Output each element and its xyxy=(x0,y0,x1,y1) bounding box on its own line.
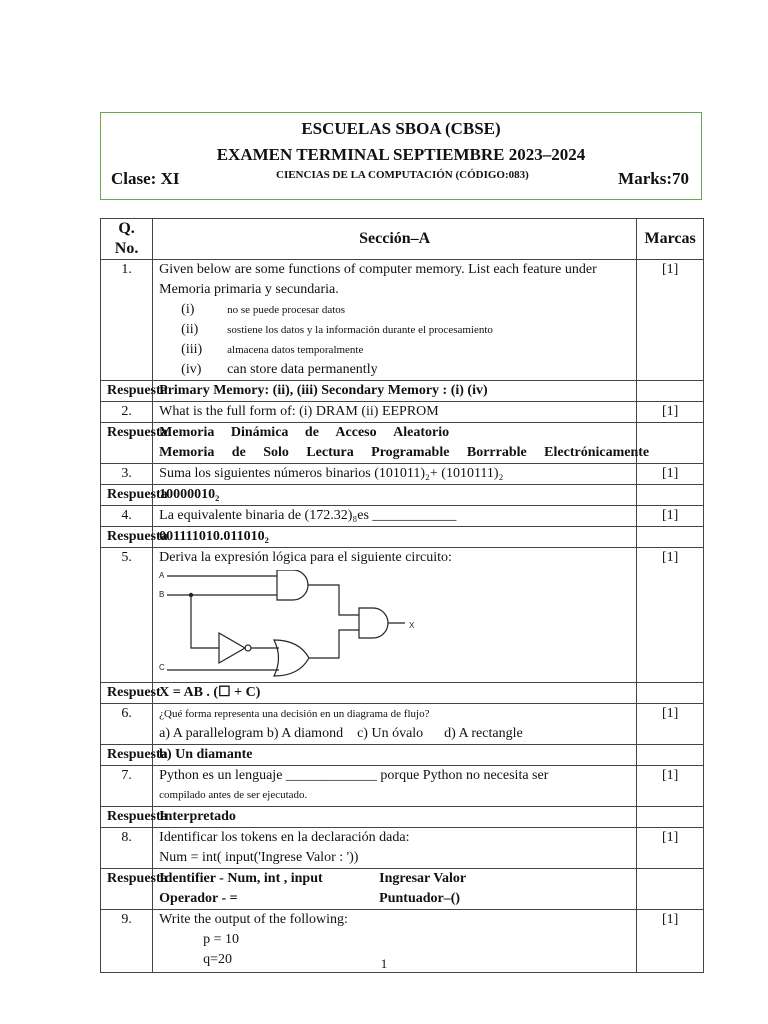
question-number: 3. xyxy=(101,464,153,485)
question-row xyxy=(101,260,704,381)
empty-cell xyxy=(637,683,704,704)
question-8-text: Identificar los tokens en la declaración dada: xyxy=(159,830,410,845)
item-text: sostiene los datos y la información durante el procesamiento xyxy=(227,324,493,336)
question-6-text: ¿Qué forma representa una decisión en un diagrama de flujo? xyxy=(159,708,430,720)
question-row xyxy=(101,402,704,423)
item-number: (iii) xyxy=(181,342,203,357)
answer-label: Respuesta xyxy=(101,485,153,506)
question-row xyxy=(101,506,704,527)
question-text xyxy=(153,828,637,869)
page-number: 1 xyxy=(380,956,388,971)
question-marks: [1] xyxy=(637,548,704,683)
and-gate-2 xyxy=(359,608,388,638)
question-marks: [1] xyxy=(637,704,704,745)
list-item xyxy=(159,300,630,320)
input-label-b: B xyxy=(159,590,165,599)
answer-literal: Ingresar Valor xyxy=(379,871,467,886)
question-marks: [1] xyxy=(637,506,704,527)
question-number: 6. xyxy=(101,704,153,745)
wire-or-out xyxy=(309,630,359,658)
and-gate-1 xyxy=(277,570,308,600)
exam-title: EXAMEN TERMINAL SEPTIEMBRE 2023–2024 xyxy=(216,145,586,164)
input-label-c: C xyxy=(159,663,165,672)
answer-text xyxy=(153,869,637,910)
answer-text xyxy=(153,423,650,464)
answer-row xyxy=(101,423,704,464)
question-number: 8. xyxy=(101,828,153,869)
item-number: (ii) xyxy=(181,322,199,337)
question-number: 2. xyxy=(101,402,153,423)
option-b: b) A diamond xyxy=(266,726,344,741)
answer-word: Dinámica xyxy=(230,425,289,440)
table-header-row xyxy=(101,219,704,260)
wire-b-branch xyxy=(191,595,219,648)
col-header-section: Sección–A xyxy=(153,219,637,260)
answer-word: Aleatorio xyxy=(393,425,450,440)
list-item xyxy=(159,320,630,340)
answer-label: Respuesta xyxy=(101,423,153,464)
question-row xyxy=(101,464,704,485)
question-row xyxy=(101,828,704,869)
answer-word: Memoria xyxy=(159,425,215,440)
input-label-a: A xyxy=(159,571,165,580)
answer-text: X = AB . (☐ + C) xyxy=(153,683,637,704)
list-item xyxy=(159,340,630,360)
or-gate xyxy=(274,640,309,676)
option-c: c) Un óvalo xyxy=(357,726,424,741)
answer-text: 10000010₂ xyxy=(153,485,637,506)
item-number: (i) xyxy=(181,302,195,317)
code-line: q=20 xyxy=(203,952,233,967)
question-marks: [1] xyxy=(637,402,704,423)
question-row xyxy=(101,704,704,745)
question-row xyxy=(101,766,704,807)
question-1-text: Given below are some functions of computer memory. List each feature under Memoria primaria y secundaria. xyxy=(159,262,597,297)
answer-word: de xyxy=(231,445,246,460)
answer-word: de xyxy=(304,425,319,440)
code-line: p = 10 xyxy=(203,932,240,947)
question-row xyxy=(101,548,704,683)
question-9-text: Write the output of the following: xyxy=(159,912,348,927)
answer-label: Respuesta xyxy=(101,527,153,548)
empty-cell xyxy=(637,527,704,548)
answer-row xyxy=(101,381,704,402)
item-text: can store data permanently xyxy=(227,362,378,377)
question-8-code: Num = int( input('Ingrese Valor : ')) xyxy=(159,850,359,865)
item-text: almacena datos temporalmente xyxy=(227,344,364,356)
question-table xyxy=(100,218,704,973)
answer-word: Memoria xyxy=(159,445,215,460)
answer-word: Acceso xyxy=(335,425,377,440)
answer-row xyxy=(101,869,704,910)
question-number: 5. xyxy=(101,548,153,683)
question-number: 9. xyxy=(101,910,153,973)
question-6-options xyxy=(159,724,630,744)
empty-cell xyxy=(637,807,704,828)
answer-line-1 xyxy=(159,423,449,443)
answer-operator: Operador - = xyxy=(159,891,238,906)
list-item xyxy=(159,360,630,380)
answer-line-2 xyxy=(159,443,649,463)
answer-row xyxy=(101,485,704,506)
wire-and1-out xyxy=(308,585,359,615)
question-text: La equivalente binaria de (172.32)₈es ____________ xyxy=(153,506,637,527)
empty-cell xyxy=(637,381,704,402)
answer-label: Respuest xyxy=(101,683,153,704)
answer-row xyxy=(101,683,704,704)
answer-text: Primary Memory: (ii), (iii) Secondary Memory : (i) (iv) xyxy=(153,381,637,402)
empty-cell xyxy=(637,485,704,506)
col-header-marks: Marcas xyxy=(637,219,704,260)
answer-identifiers: Identifier - Num, int , input xyxy=(159,871,323,886)
answer-word: Electrónicamente xyxy=(544,445,650,460)
answer-word: Programable xyxy=(371,445,450,460)
answer-row xyxy=(101,745,704,766)
question-5-text: Deriva la expresión lógica para el siguiente circuito: xyxy=(159,550,452,565)
answer-grid xyxy=(159,869,630,909)
question-marks: [1] xyxy=(637,828,704,869)
item-number: (iv) xyxy=(181,362,202,377)
question-marks: [1] xyxy=(637,464,704,485)
question-7-text: Python es un lenguaje _____________ porque Python no necesita ser xyxy=(159,768,549,783)
question-number: 7. xyxy=(101,766,153,807)
answer-label: Respuesta xyxy=(101,869,153,910)
answer-word: Solo xyxy=(263,445,289,460)
answer-punctuator: Puntuador–() xyxy=(379,891,461,906)
question-marks: [1] xyxy=(637,910,704,973)
class-label: Clase: XI xyxy=(111,169,180,188)
option-d: d) A rectangle xyxy=(444,726,523,741)
question-7-text-cont: compilado antes de ser ejecutado. xyxy=(159,789,308,801)
question-text xyxy=(153,766,637,807)
answer-row xyxy=(101,527,704,548)
question-text xyxy=(153,260,637,381)
empty-cell xyxy=(637,745,704,766)
question-marks: [1] xyxy=(637,260,704,381)
answer-word: Borrrable xyxy=(466,445,527,460)
answer-text: Interpretado xyxy=(153,807,637,828)
not-gate xyxy=(219,633,245,663)
exam-header xyxy=(100,112,702,200)
output-label-x: X xyxy=(409,621,415,630)
question-text xyxy=(153,548,637,683)
option-a: a) A parallelogram xyxy=(159,726,264,741)
school-name: ESCUELAS SBOA (CBSE) xyxy=(301,119,501,138)
answer-text: 001111010.011010₂ xyxy=(153,527,637,548)
question-marks: [1] xyxy=(637,766,704,807)
answer-text: b) Un diamante xyxy=(153,745,637,766)
answer-label: Respuesta xyxy=(101,381,153,402)
question-number: 1. xyxy=(101,260,153,381)
answer-word: Lectura xyxy=(306,445,354,460)
question-text: Suma los siguientes números binarios (101011)₂+ (1010111)₂ xyxy=(153,464,637,485)
answer-row xyxy=(101,807,704,828)
subject-label: CIENCIAS DE LA COMPUTACIÓN (CÓDIGO:083) xyxy=(276,169,529,181)
total-marks: Marks:70 xyxy=(618,169,689,188)
empty-cell xyxy=(637,869,704,910)
answer-label: Respuesta xyxy=(101,807,153,828)
col-header-qno: Q. No. xyxy=(101,219,153,260)
question-text xyxy=(153,704,637,745)
logic-circuit-diagram xyxy=(159,570,439,682)
question-text: What is the full form of: (i) DRAM (ii) EEPROM xyxy=(153,402,637,423)
answer-label: Respuesta xyxy=(101,745,153,766)
question-number: 4. xyxy=(101,506,153,527)
item-text: no se puede procesar datos xyxy=(227,304,346,316)
